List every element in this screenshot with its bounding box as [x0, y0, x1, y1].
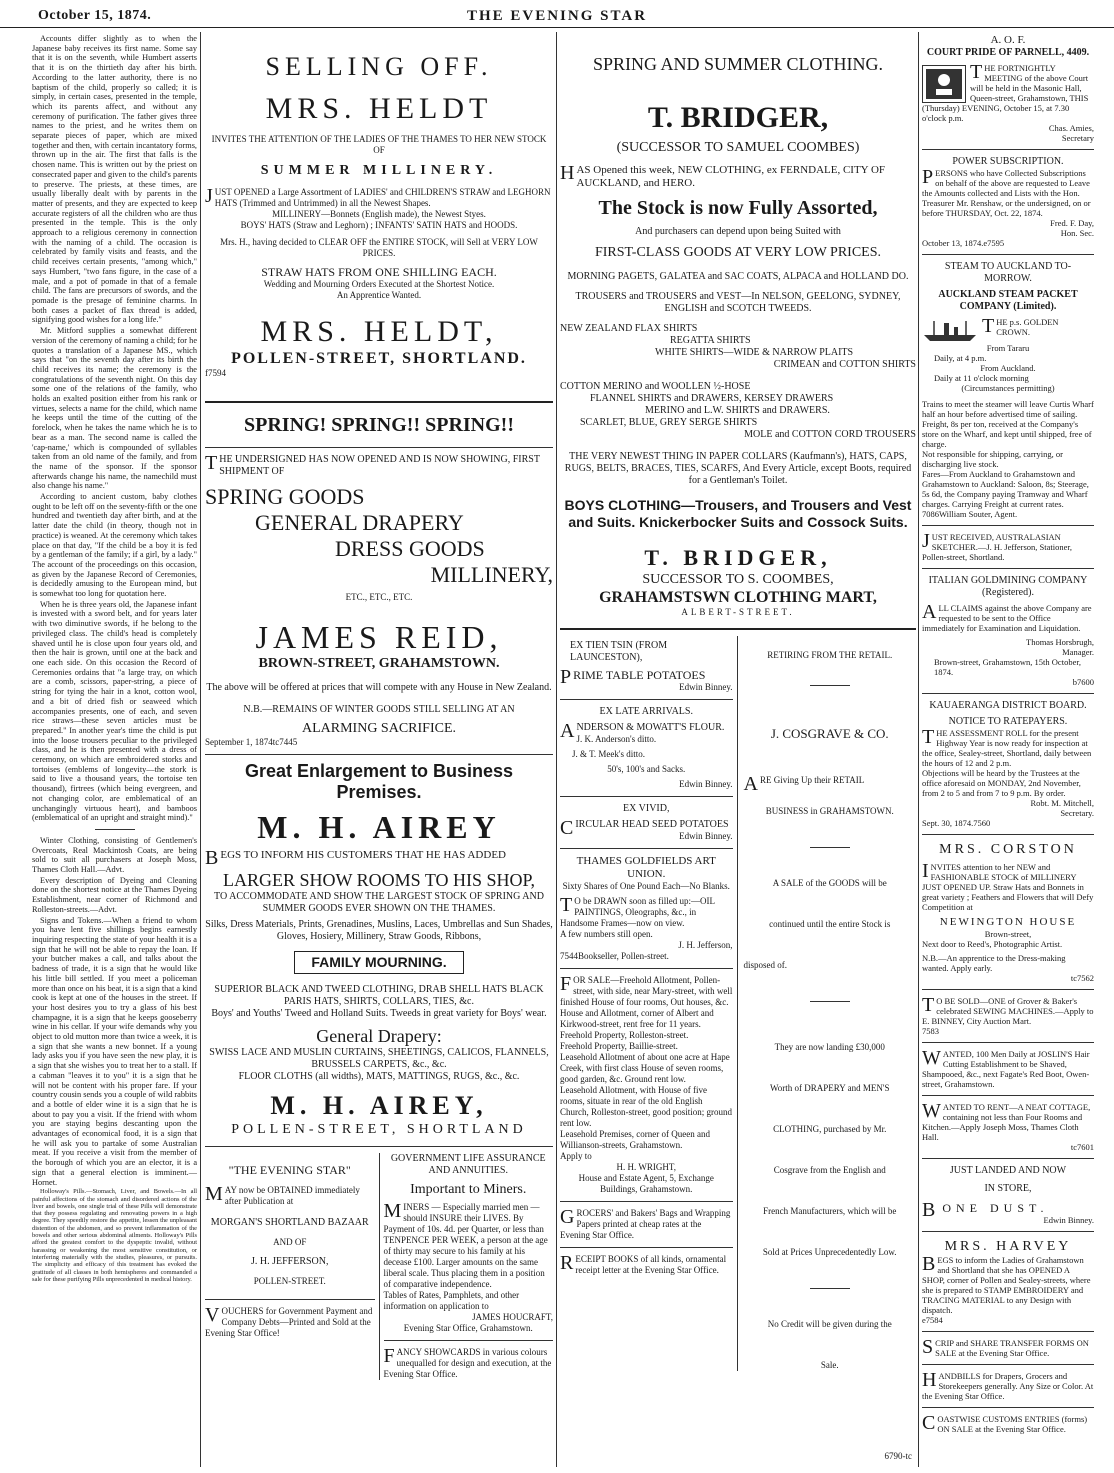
drop-cap: T: [560, 894, 573, 916]
apprentice-text: An Apprentice Wanted.: [336, 290, 422, 300]
drop-cap: C: [560, 817, 574, 839]
boys-tweed-text: Boys' and Youths' Tweed and Holland Suits. Tweeds in great variety for Boys' wear.: [211, 1008, 547, 1019]
gov-life-heading: GOVERNMENT LIFE ASSURANCE AND ANNUITIES.: [390, 1153, 546, 1176]
jefferson-name: J. H. Jefferson,: [678, 940, 733, 950]
aof-heading: A. O. F.: [990, 34, 1026, 46]
brown-street: Brown-street,: [984, 929, 1032, 939]
sold-at-text: Sold at Prices Unprecedentedly Low.: [762, 1247, 897, 1257]
leasehold-3: Leasehold Premises, corner of Queen and Willianson-streets, Grahamstown.: [560, 1129, 710, 1150]
drop-cap: B: [922, 1199, 941, 1221]
secretary-title: Secretary: [1061, 133, 1094, 143]
james-reid-name: JAMES REID,: [255, 619, 503, 655]
fortnightly-text: HE FORTNIGHTLY MEETING of the above Court will be held in the Masonic Hall, Queen-street, Grahamstown, THIS (Thursday) EVENING, October 15, at 7.30 o'clock p.m.: [922, 63, 1089, 123]
souter-name: William Souter, Agent.: [939, 509, 1018, 519]
business-text: BUSINESS in GRAHAMSTOWN.: [765, 806, 894, 816]
fancy-text: ANCY SHOWCARDS in various colours unequalled for design and execution, at the Evening Star Office.: [383, 1347, 552, 1379]
advert-ref: tc7445: [272, 737, 298, 747]
airey-name: M. H. AIREY: [257, 809, 501, 845]
advertisement-notice: Winter Clothing, consisting of Gentlemen's Overcoats, Real Mackintosh Coats, are being sold to suit all purchasers at Joseph Moss, Thames Cloth Hall.—Advt.: [32, 835, 197, 875]
late-arrivals: EX LATE ARRIVALS.: [599, 706, 693, 717]
divider: [922, 1364, 1094, 1365]
landing-text: They are now landing £30,000: [774, 1042, 885, 1052]
morning-text: MORNING PAGETS, GALATEA and SAC COATS, ALPACA and HOLLAND DO.: [567, 271, 909, 282]
divider: [922, 1231, 1094, 1232]
article-column: [32, 34, 197, 1466]
column-rule: [556, 32, 557, 1467]
drop-cap: I: [922, 860, 929, 882]
mitchell-name: Robt. M. Mitchell,: [1030, 798, 1094, 808]
advert-ref: 7583: [922, 1026, 939, 1036]
albert-street: ALBERT-STREET.: [681, 607, 795, 617]
secretary-title: Secretary.: [1060, 808, 1094, 818]
advert-column-4: [922, 34, 1094, 1466]
daily-11: Daily at 11 o'clock morning: [934, 373, 1029, 383]
from-auckland: From Auckland.: [980, 363, 1036, 373]
advert-ref: tc7601: [1070, 1142, 1094, 1152]
wanted-text: ANTED, 100 Men Daily at JOSLIN'S Hair Cutting Establishment to be Shaved, Shampooed, &c., next Fagate's Red Boot, Owen-street, Grahamstown.: [922, 1049, 1090, 1089]
masthead: [0, 0, 1114, 28]
oct13-date: October 13, 1874.: [922, 238, 984, 248]
wright-name: H. H. WRIGHT,: [616, 1162, 676, 1172]
drop-cap: J: [205, 185, 213, 207]
divider: [922, 1042, 1094, 1043]
freehold-2: Freehold Property, Baillie-street.: [560, 1041, 678, 1051]
evening-star-ad-title: "THE EVENING STAR": [228, 1163, 351, 1177]
french-text: French Manufacturers, which will be: [763, 1206, 897, 1216]
column-rule: [918, 32, 919, 1467]
nz-flax-text: NEW ZEALAND FLAX SHIRTS: [560, 323, 698, 334]
receipt-text: ECEIPT BOOKS of all kinds, ornamental receipt letter at the Evening Star Office.: [575, 1254, 727, 1275]
newspaper-title: THE EVENING STAR: [466, 8, 648, 24]
drop-cap: T: [970, 61, 983, 83]
drawn-text: O be DRAWN soon as filled up:—OIL PAINTINGS, Oleographs, &c., in Handsome Frames—now on view.: [560, 896, 715, 928]
court-heading: COURT PRIDE OF PARNELL, 4409.: [926, 47, 1090, 58]
freehold-1: Freehold Property, Rolleston-street.: [560, 1030, 689, 1040]
bridger-successor: (SUCCESSOR TO SAMUEL COOMBES): [616, 140, 860, 155]
divider: [922, 1331, 1094, 1332]
heldt-invites: INVITES THE ATTENTION OF THE LADIES OF THE THAMES TO HER NEW STOCK OF: [211, 134, 547, 155]
drop-cap: W: [922, 1100, 941, 1122]
pollen-street: POLLEN-STREET.: [253, 1276, 326, 1286]
leasehold-2: Leasehold Allotment, with House of five rooms, situate in rear of the old English Church, Rolleston-street, good position; ground rent low.: [560, 1085, 732, 1128]
advert-ref: 7544: [560, 951, 578, 961]
power-heading: POWER SUBSCRIPTION.: [952, 156, 1064, 167]
miners-heading: Important to Miners.: [410, 1182, 527, 1197]
vivid-heading: EX VIVID,: [623, 803, 670, 814]
just-opened-text: UST OPENED a Large Assortment of LADIES' and CHILDREN'S STRAW and LEGHORN HATS (Trimmed and Untrimmed) in all the Newest Shapes.: [214, 187, 551, 208]
bridger-name-footer: T. BRIDGER,: [644, 545, 832, 570]
first-class-text: FIRST-CLASS GOODS AT VERY LOW PRICES.: [594, 245, 882, 260]
binney-name: Edwin Binney.: [1043, 1215, 1094, 1225]
advert-ref: b7600: [1072, 677, 1094, 687]
notice-heading: NOTICE TO RATEPAYERS.: [948, 716, 1068, 727]
no-credit-text: No Credit will be given during the: [767, 1319, 892, 1329]
to-be-sold: O BE SOLD—ONE of Grover & Baker's celebrated SEWING MACHINES.—Apply to E. BINNEY, City Auction Mart.: [922, 996, 1094, 1026]
stock-heading: The Stock is now Fully Assorted,: [598, 197, 878, 219]
has-opened-text: AS Opened this week, NEW CLOTHING, ex FERNDALE, CITY OF AUCKLAND, and HERO.: [576, 164, 886, 189]
larger-show-rooms: LARGER SHOW ROOMS TO HIS SHOP,: [222, 870, 536, 890]
flannel-text: FLANNEL SHIRTS and DRAWERS, KERSEY DRAWERS: [590, 393, 834, 404]
scarlet-text: SCARLET, BLUE, GREY SERGE SHIRTS: [580, 417, 758, 428]
are-giving-text: RE Giving Up their RETAIL: [759, 775, 865, 785]
vouchers-text: OUCHERS for Government Payment and Company Debts—Printed and Sold at the Evening Star Office!: [205, 1306, 373, 1338]
advert-ref: f7594: [205, 368, 226, 378]
divider: [205, 754, 553, 755]
article-paragraph: Accounts differ slightly as to when the Japanese baby receives its first name. Some say that it is on the seventh, while Humbert asserts that it is on the thirtieth day after his birth. According to the latter authority, there is no baptism of the child, properly so called; it is simply, in certain cases, presented in the temple, which its parents affect, and without any ceremony of purification. The father gives three names to the priest, and he writes them on separate pieces of paper, which are mixed together and then, with certain incantatory forms, thrown up in the air. The first that falls is the chosen name. This is written out by the priest on consecrated paper and given to the child's parents to preserve. The priests, at these times, are usually liberally dealt with by parents in the matter of presents, and they are expected to keep accurate registers of all the children who are thus presented in the temple. This is the only approach to a religious ceremony in connection with the naming of a child. The occasion is celebrated by family visits and feasts, and the child receives certain presents, "among which," says Humbert, "two fans figure, in the case of a male, and a pot of pomade in that of a female child. The fans are precursors of swords, and the pomade is the presage of feminine charms. In both cases a packet of flax thread is added, signifying good wishes for a long life.": [32, 34, 197, 325]
wright-agent: House and Estate Agent, 5, Exchange Buildings, Grahamstown.: [578, 1173, 714, 1194]
binney-name: Edwin Binney.: [679, 682, 733, 692]
superior-text: SUPERIOR BLACK AND TWEED CLOTHING, DRAB SHELL HATS BLACK PARIS HATS, SHIRTS, COLLARS, TIES, &c.: [214, 984, 544, 1007]
millinery-text: MILLINERY—Bonnets (English made), the Newest Styes.: [272, 209, 486, 219]
drop-cap: P: [922, 166, 934, 188]
general-drapery-heading: General Drapery:: [316, 1026, 442, 1046]
advert-ref: e7584: [922, 1315, 943, 1325]
nb-apprentice: N.B.—An apprentice to the Dress-making wanted. Apply early.: [922, 953, 1066, 973]
for-sale-text: OR SALE—Freehold Allotment, Pollen-street, with side, near Mary-street, with well finished House of four rooms, Out houses, &c.: [560, 975, 733, 1007]
dress-goods-line: DRESS GOODS: [335, 536, 485, 561]
drop-cap: A: [922, 601, 937, 623]
wedding-text: Wedding and Mourning Orders Executed at the Shortest Notice.: [263, 279, 495, 289]
spring-summer-heading: SPRING AND SUMMER CLOTHING.: [592, 54, 884, 74]
art-union-heading: THAMES GOLDFIELDS ART UNION.: [576, 855, 716, 880]
divider: [205, 1299, 375, 1300]
drop-cap: S: [922, 1336, 934, 1358]
divider: [560, 699, 733, 700]
above-text: The above will be offered at prices that will compete with any House in New Zealand.: [206, 682, 552, 693]
drop-cap: P: [560, 666, 572, 688]
divider: [922, 989, 1094, 990]
apply-to: Apply to: [560, 1151, 592, 1161]
millinery-line: MILLINERY,: [430, 562, 553, 587]
tables-text: Tables of Rates, Pamphlets, and other information on application to: [383, 1290, 520, 1311]
horsbrugh-name: Thomas Horsbrugh,: [1026, 637, 1094, 647]
article-paragraph: Mr. Mitford supplies a somewhat different version of the ceremony of naming a child; for he quotes a translation of a Japanese MS., which says that "on the seventh day after its birth the child receives its name; the ceremony is the congratulations of the seventh night. On this day some one of the relations of the family, who holds an exalted position either from his rank or virtues, selects a name for the child, which name he keeps until the time of the cutting of the forelock, when he takes the name which he is to bear as a man. The second name is called the 'cap-name,' which is compounded of syllables taken from an old name of the family, and from the name of the sponsor. If the sponsor afterwards change his name, the namechild must also change his name.": [32, 326, 197, 491]
retiring-heading: RETIRING FROM THE RETAIL.: [767, 650, 893, 660]
freight-text: Freight, 8s per ton, received at the Company's store on the Wharf, and kept until shipped, free of charge.: [922, 419, 1092, 449]
sept-date: September 1, 1874: [205, 737, 273, 747]
disposed-text: disposed of.: [743, 960, 787, 970]
scrip-text: CRIP and SHARE TRANSFER FORMS ON SALE at the Evening Star Office.: [935, 1338, 1089, 1358]
divider: [384, 1340, 554, 1341]
sept30-date: Sept. 30, 1874.: [922, 818, 974, 828]
divider: [560, 1247, 733, 1248]
advert-column-3: [560, 34, 916, 1466]
continued-text: continued until the entire Stock is: [769, 919, 891, 929]
es-office: Evening Star Office, Grahamstown.: [403, 1323, 533, 1333]
divider: [922, 1095, 1094, 1096]
heldt-name-footer: MRS. HELDT,: [260, 315, 498, 348]
bone-dust: ONE DUST.: [942, 1201, 1049, 1215]
day-name: Fred. F. Day,: [1050, 218, 1094, 228]
divider: [560, 968, 733, 969]
airey-address: POLLEN-STREET, SHORTLAND: [231, 1122, 527, 1137]
divider: [922, 1407, 1094, 1408]
worth-text: Worth of DRAPERY and MEN'S: [769, 1083, 890, 1093]
trousers-text: TROUSERS and TROUSERS and VEST—In NELSON, GEELONG, SYDNEY, ENGLISH and SCOTCH TWEEDS.: [575, 291, 901, 314]
sixty-shares: Sixty Shares of One Pound Each—No Blanks.: [562, 881, 730, 891]
divider: [922, 1158, 1094, 1159]
divider: [810, 685, 850, 686]
straw-hats-text: STRAW HATS FROM ONE SHILLING EACH.: [261, 265, 497, 279]
few-numbers: A few numbers still open.: [560, 929, 653, 939]
steamer-icon: [922, 319, 978, 343]
holloway-advert: Holloway's Pills.—Stomach, Liver, and Bowels.—In all painful affections of the stomach and disordered actions of the liver and bowels, one single trial of these Pills will demonstrate that they possess regulating and renovating powers in a high degree. They speedily restore the appetite, lessen the unpleasant distention of the abdomen, and so prevent inflammation of the bowels and other serious abdominal ailments. Holloway's Pills afford the greatest comfort to the dyspeptic invalid, without harassing or weakening the most sensitive constitution, or interfering materially with the studies, pleasures, or pursuits. The simplicity and efficacy of this treatment has evoked the gratitude of all classes in both hemispheres and commanded a sale for these purifying Pills unprecedented in medical history.: [32, 1188, 197, 1283]
summer-millinery: SUMMER MILLINERY.: [260, 163, 498, 178]
fares-text: Fares—From Auckland to Grahamstown and Grahamstown to Auckland: Saloon, 8s; Steerage, 5s 6d, the Company paying Tramway and Wharf charges. Carrying Freight at current rates.: [922, 469, 1089, 509]
may-be-text: AY now be OBTAINED immediately after Publication at: [224, 1185, 360, 1206]
divider: [922, 834, 1094, 835]
divider: [922, 693, 1094, 694]
drop-cap: T: [922, 726, 935, 748]
circular-potatoes: IRCULAR HEAD SEED POTATOES: [575, 819, 729, 830]
divider: [922, 149, 1094, 150]
persons-text: ERSONS who have Collected Subscriptions on behalf of the above are requested to Leave the Amounts collected and Lists with the Hon. Treasurer Mr. Renshaw, or the undersigned, on or before THURSDAY, Oct. 22, 1874.: [922, 168, 1091, 218]
family-mourning: FAMILY MOURNING.: [294, 951, 463, 974]
james-reid-address: BROWN-STREET, GRAHAMSTOWN.: [258, 656, 500, 671]
house-text: House and Allotment, corner of Albert and Kirkwood-street, rent free for 11 years.: [560, 1008, 714, 1029]
objections-text: Objections will be heard by the Trustees at the office aforesaid on MONDAY, 2nd November, from 2 to 5 and from 7 to 9 p.m. By order.: [922, 768, 1081, 798]
daily-4: Daily, at 4 p.m.: [934, 353, 987, 363]
newington-house: NEWINGTON HOUSE: [939, 916, 1077, 928]
drop-cap: V: [205, 1304, 220, 1326]
just-received: UST RECEIVED, AUSTRALASIAN SKETCHER.—J. H. Jefferson, Stationer, Pollen-street, Shortland.: [922, 532, 1073, 562]
accommodate-text: TO ACCOMMODATE AND SHOW THE LARGEST STOCK OF SPRING AND SUMMER GOODS EVER SHOWN ON THE THAMES.: [214, 891, 544, 914]
circumstances: (Circumstances permitting): [961, 383, 1055, 393]
divider: [810, 847, 850, 848]
general-drapery-line: GENERAL DRAPERY: [255, 510, 464, 535]
auckland-company: AUCKLAND STEAM PACKET COMPANY (Limited).: [938, 289, 1078, 312]
spring-heading: SPRING! SPRING!! SPRING!!: [244, 414, 514, 436]
drop-cap: T: [205, 452, 218, 474]
drop-cap: A: [560, 720, 575, 742]
miners-text: INERS — Especially married men — should INSURE their LIVES. By Payment of 10s. 4d. per Quarter, or less than TENPENCE PER WEEK, a person at the age of thirty may secure to his family at his decease £100. Larger amounts on the same liberal scale. Thus placing them in a position of comparative independence.: [383, 1202, 548, 1289]
silks-text: Silks, Dress Materials, Prints, Grenadines, Muslins, Laces, Umbrellas and Sun Shades, Gloves, Hosiery, Millinery, Straw Goods, Ribbons,: [205, 919, 553, 942]
leasehold-1: Leasehold Allotment of about one acre at Hape Creek, with first class House of seven rooms, good garden, &c. Ground rent low.: [560, 1052, 730, 1084]
golden-crown: HE p.s. GOLDEN CROWN.: [996, 317, 1059, 337]
begs-text: EGS TO INFORM HIS CUSTOMERS THAT HE HAS ADDED: [220, 849, 506, 861]
drop-cap: M: [383, 1200, 402, 1222]
drop-cap: B: [205, 847, 219, 869]
article-paragraph: According to ancient custom, baby clothes ought to be left off on the seventy-fifth or the one hundred and twentieth day after birth, and at the latter date the child (in theory, though not in practice) is weaned. At the ceremony which takes place on that day, "If the child be a boy it is fed by a gentleman of the family; if a girl, by a lady." The account of the proceedings on this occasion, as given by the Japanese Record of Ceremonies, is decidedly amusing to the European mind, but is somewhat too long for quotation here.: [32, 492, 197, 599]
divider: [205, 447, 553, 448]
jk-ditto: J. K. Anderson's ditto.: [576, 734, 657, 744]
trains-text: Trains to meet the steamer will leave Curtis Wharf half an hour before advertised time of sailing.: [922, 399, 1094, 419]
binney-name: Edwin Binney.: [679, 831, 733, 841]
sacks-text: 50's, 100's and Sacks.: [607, 764, 686, 774]
bookseller-text: Bookseller, Pollen-street.: [578, 951, 669, 961]
advert-ref: e7595: [983, 238, 1005, 248]
advert-column-2: [205, 34, 553, 1466]
drop-cap: B: [922, 1253, 936, 1275]
divider: [205, 401, 553, 403]
amies-name: Chas. Amies,: [1048, 123, 1094, 133]
drop-cap: M: [205, 1183, 223, 1205]
drop-cap: T: [922, 994, 935, 1016]
regatta-text: REGATTA SHIRTS: [670, 335, 751, 346]
brown-date: Brown-street, Grahamstown, 15th October, 1874.: [934, 657, 1081, 677]
advert-ref: tc7562: [1070, 973, 1094, 983]
cosgrave-name: J. COSGRAVE & CO.: [770, 726, 889, 741]
selling-off-heading: SELLING OFF.: [265, 52, 493, 81]
issue-date: October 15, 1874.: [38, 8, 152, 23]
swiss-text: SWISS LACE AND MUSLIN CURTAINS, SHEETINGS, CALICOS, FLANNELS, BRUSSELS CARPETS, &c., &c.: [209, 1047, 549, 1070]
spring-goods: SPRING GOODS: [205, 484, 365, 509]
drop-cap: R: [560, 1252, 574, 1274]
divider: [205, 1146, 553, 1147]
harvey-text: EGS to inform the Ladies of Grahamstown and Shortland that she has OPENED A SHOP, corner of Pollen and Sealey-streets, where she is prepared to STAMP EMBROIDERY and TRACING MATERIAL to any Design with dispatch.: [922, 1255, 1091, 1315]
divider: [95, 829, 135, 830]
floor-text: FLOOR CLOTHS (all widths), MATS, MATTINGS, RUGS, &c., &c.: [238, 1071, 520, 1082]
jt-ditto: J. & T. Meek's ditto.: [572, 749, 646, 759]
divider: [922, 254, 1094, 255]
crimean-text: CRIMEAN and COTTON SHIRTS: [773, 359, 916, 370]
drop-cap: H: [922, 1369, 937, 1391]
article-paragraph: Signs and Tokens.—When a friend to whom you have lent five shillings begins earnestly inquiring respecting the state of your health it is a sign that he will not be able to repay the loan. If your butcher makes a call, and talks about the badness of trade, it is a sign that he would like his little bill settled. If you meet a policeman more than once on his beat, it is a sign that a kind cook is kept at one of the houses in the street. If your host desires you to try a glass of his best champagne, it is a sign that he keeps gooseberry wine in his cellar. If your wife demands why you object to old mutton more than twice a week, it is a sign that she wants a new bonnet. If a young lady asks you if you have seen the new play, it is a sign that she wishes you to treat her to a stall. If a cabman "leaves it to you" it is a sign that he will not be content with his proper fare. If your country cousin sends you a couple of wild rabbits and a bottle of elder wine it is a sign that he is about to pay you a visit. If the friend with whom you are staying begins descanting upon the advantages of economical food, it is a sign that he will ask you to partake of some Australian meat. If you receive a visit from the member of the borough of which you are an elector, it is a sign that a general election is imminent.—Hornet.: [32, 915, 197, 1187]
divider: [560, 848, 733, 849]
all-claims: LL CLAIMS against the above Company are requested to be sent to the Office immediately for Examination and Liquidation.: [922, 603, 1092, 633]
handbills-text: ANDBILLS for Drapers, Grocers and Storekeepers generally. Any Size or Color. At the Evening Star Office.: [922, 1371, 1094, 1401]
advertisement-notice: Every description of Dyeing and Cleaning done on the shortest notice at the Thames Dyeing Establishment, near corner of Richmond and Rolleston-streets.—Advt.: [32, 875, 197, 914]
clothing-purchased: CLOTHING, purchased by Mr.: [773, 1124, 887, 1134]
sale-end-text: Sale.: [820, 1360, 839, 1370]
divider: [560, 628, 916, 630]
etc-line: ETC., ETC., ETC.: [345, 592, 413, 602]
harvey-heading: MRS. HARVEY: [944, 1239, 1072, 1254]
boys-clothing: BOYS CLOTHING—Trousers, and Trousers and Vest and Suits. Knickerbocker Suits and Cossock Suits.: [564, 497, 912, 530]
boys-hats-text: BOYS' HATS (Straw and Leghorn) ; INFANTS' SATIN HATS and HOODS.: [240, 220, 518, 230]
from-tararu: From Tararu: [986, 343, 1030, 353]
drop-cap: F: [383, 1345, 395, 1367]
mole-text: MOLE and COTTON CORD TROUSERS: [744, 429, 916, 440]
divider: [810, 1001, 850, 1002]
sale-text: A SALE of the GOODS will be: [772, 878, 887, 888]
cosgrave-english: Cosgrave from the English and: [773, 1165, 886, 1175]
clothing-mart: GRAHAMSTSWN CLOTHING MART,: [599, 589, 877, 606]
drop-cap: W: [922, 1047, 941, 1069]
heldt-address: POLLEN-STREET, SHORTLAND.: [231, 350, 527, 367]
purchasers-text: And purchasers can depend upon being Suited with: [635, 226, 841, 237]
manager-title: Manager.: [1062, 647, 1094, 657]
assessment-text: HE ASSESSMENT ROLL for the present Highway Year is now ready for inspection at the office, Sealey-street, Shortland, daily between the hours of 12 and 2 p.m.: [922, 728, 1092, 768]
grocers-text: ROCERS' and Bakers' Bags and Wrapping Papers printed at cheap rates at the Evening Star Office.: [560, 1208, 731, 1240]
invites-text: NVITES attention to her NEW and FASHIONABLE STOCK of MILLINERY JUST OPENED UP. Straw Hats and Bonnets in great variety ; Feathers and Flowers that will Defy Competition at: [922, 862, 1094, 912]
lodge-emblem-icon: [922, 65, 966, 103]
and-of: AND OF: [273, 1237, 307, 1247]
column-rule: [200, 32, 201, 1467]
corston-heading: MRS. CORSTON: [939, 842, 1077, 857]
divider: [922, 525, 1094, 526]
advert-ref: 7560: [973, 818, 991, 828]
cotton-text: COTTON MERINO and WOOLLEN ½-HOSE: [560, 381, 751, 392]
divider: [560, 796, 733, 797]
steam-heading: STEAM TO AUCKLAND TO-MORROW.: [944, 261, 1072, 284]
jefferson-name: J. H. JEFFERSON,: [250, 1256, 329, 1267]
tien-tsin-heading: EX TIEN TSIN (FROM LAUNCESTON),: [570, 640, 668, 663]
just-landed: JUST LANDED AND NOW: [949, 1165, 1067, 1176]
newest-text: THE VERY NEWEST THING IN PAPER COLLARS (Kaufmann's), HATS, CAPS, RUGS, BELTS, BRACES, TIES, SCARFS, And Every Article, except Boots, required for a Gentleman's Toilet.: [564, 451, 912, 486]
drop-cap: H: [560, 162, 575, 184]
in-store: IN STORE,: [984, 1183, 1032, 1194]
heldt-name: MRS. HELDT: [265, 92, 493, 125]
airey-name-footer: M. H. AIREY,: [270, 1091, 488, 1120]
nb-text: N.B.—REMAINS OF WINTER GOODS STILL SELLING AT AN: [243, 704, 515, 715]
binney-name: Edwin Binney.: [679, 779, 733, 789]
white-shirts-text: WHITE SHIRTS—WIDE & NARROW PLAITS: [655, 347, 854, 358]
houcraft-name: JAMES HOUCRAFT,: [472, 1312, 553, 1322]
drop-cap: F: [560, 973, 572, 995]
alarming-sacrifice: ALARMING SACRIFICE.: [301, 721, 456, 736]
drop-cap: A: [743, 773, 758, 795]
advert-ref: 7086: [922, 509, 939, 519]
anderson-flour: NDERSON & MOWATT'S FLOUR.: [576, 722, 725, 733]
not-responsible: Not responsible for shipping, carrying, or discharging live stock.: [922, 449, 1063, 469]
great-enlargement: Great Enlargement to Business Premises.: [244, 761, 514, 802]
advert-ref: 6790-tc: [884, 1451, 912, 1461]
drop-cap: T: [982, 315, 995, 337]
hon-sec-title: Hon. Sec.: [1060, 228, 1094, 238]
kauaeranga-heading: KAUAERANGA DISTRICT BOARD.: [929, 700, 1087, 711]
drop-cap: J: [922, 530, 930, 552]
divider: [560, 1201, 733, 1202]
wanted-rent-text: ANTED TO RENT—A NEAT COTTAGE, containing not less than Four Rooms and Kitchen.—Apply Joseph Moss, Thames Cloth Hall.: [922, 1102, 1091, 1142]
prime-potatoes: RIME TABLE POTATOES: [573, 668, 706, 682]
drop-cap: G: [560, 1206, 575, 1228]
clear-off-text: Mrs. H., having decided to CLEAR OFF the ENTIRE STOCK, will Sell at VERY LOW PRICES.: [220, 237, 538, 258]
bridger-name: T. BRIDGER,: [647, 101, 829, 134]
next-door-text: Next door to Reed's, Photographic Artist.: [922, 939, 1063, 949]
divider: [810, 1288, 850, 1289]
undersigned-text: HE UNDERSIGNED HAS NOW OPENED AND IS NOW SHOWING, FIRST SHIPMENT OF: [219, 454, 540, 477]
morgan-bazaar: MORGAN'S SHORTLAND BAZAAR: [210, 1217, 369, 1228]
merino-text: MERINO and L.W. SHIRTS and DRAWERS.: [645, 405, 830, 416]
divider: [922, 568, 1094, 569]
coastwise-text: OASTWISE CUSTOMS ENTRIES (forms) ON SALE at the Evening Star Office.: [937, 1414, 1088, 1434]
drop-cap: C: [922, 1412, 936, 1434]
italian-heading: ITALIAN GOLDMINING COMPANY (Registered).: [928, 575, 1088, 598]
bridger-successor-footer: SUCCESSOR TO S. COOMBES,: [642, 572, 834, 587]
article-paragraph: When he is three years old, the Japanese infant is invested with a sword belt, and for years later with two diminutive swords, if he belong to the privileged class. The child's head is completely shaved until he is close upon four years old, and then the hair is grown, until one at the back and one each side. On this occasion the Record of Ceremonies ordains that "a large tray, on which are a comb, scissors, paper-string, a piece of string for tying the hair in a knot, cotton wool, and a bit of dried fish or seaweed which accompanies presents, one of each, and seven rice straws—these seven articles must be prepared." In another year's time the child is put into the loose trousers peculiar to the privileged class, and he is then presented with a dress of ceremony, on which are embroidered storks and tortoises (emblems of longevity—the stork is said to live a thousand years, the tortoise ten thousand), firtrees (which being evergreen, and not changing color, are emblematical of an unchangingly virtuous heart), and bamboos (emblematical of an upright and straight mind).": [32, 599, 197, 823]
